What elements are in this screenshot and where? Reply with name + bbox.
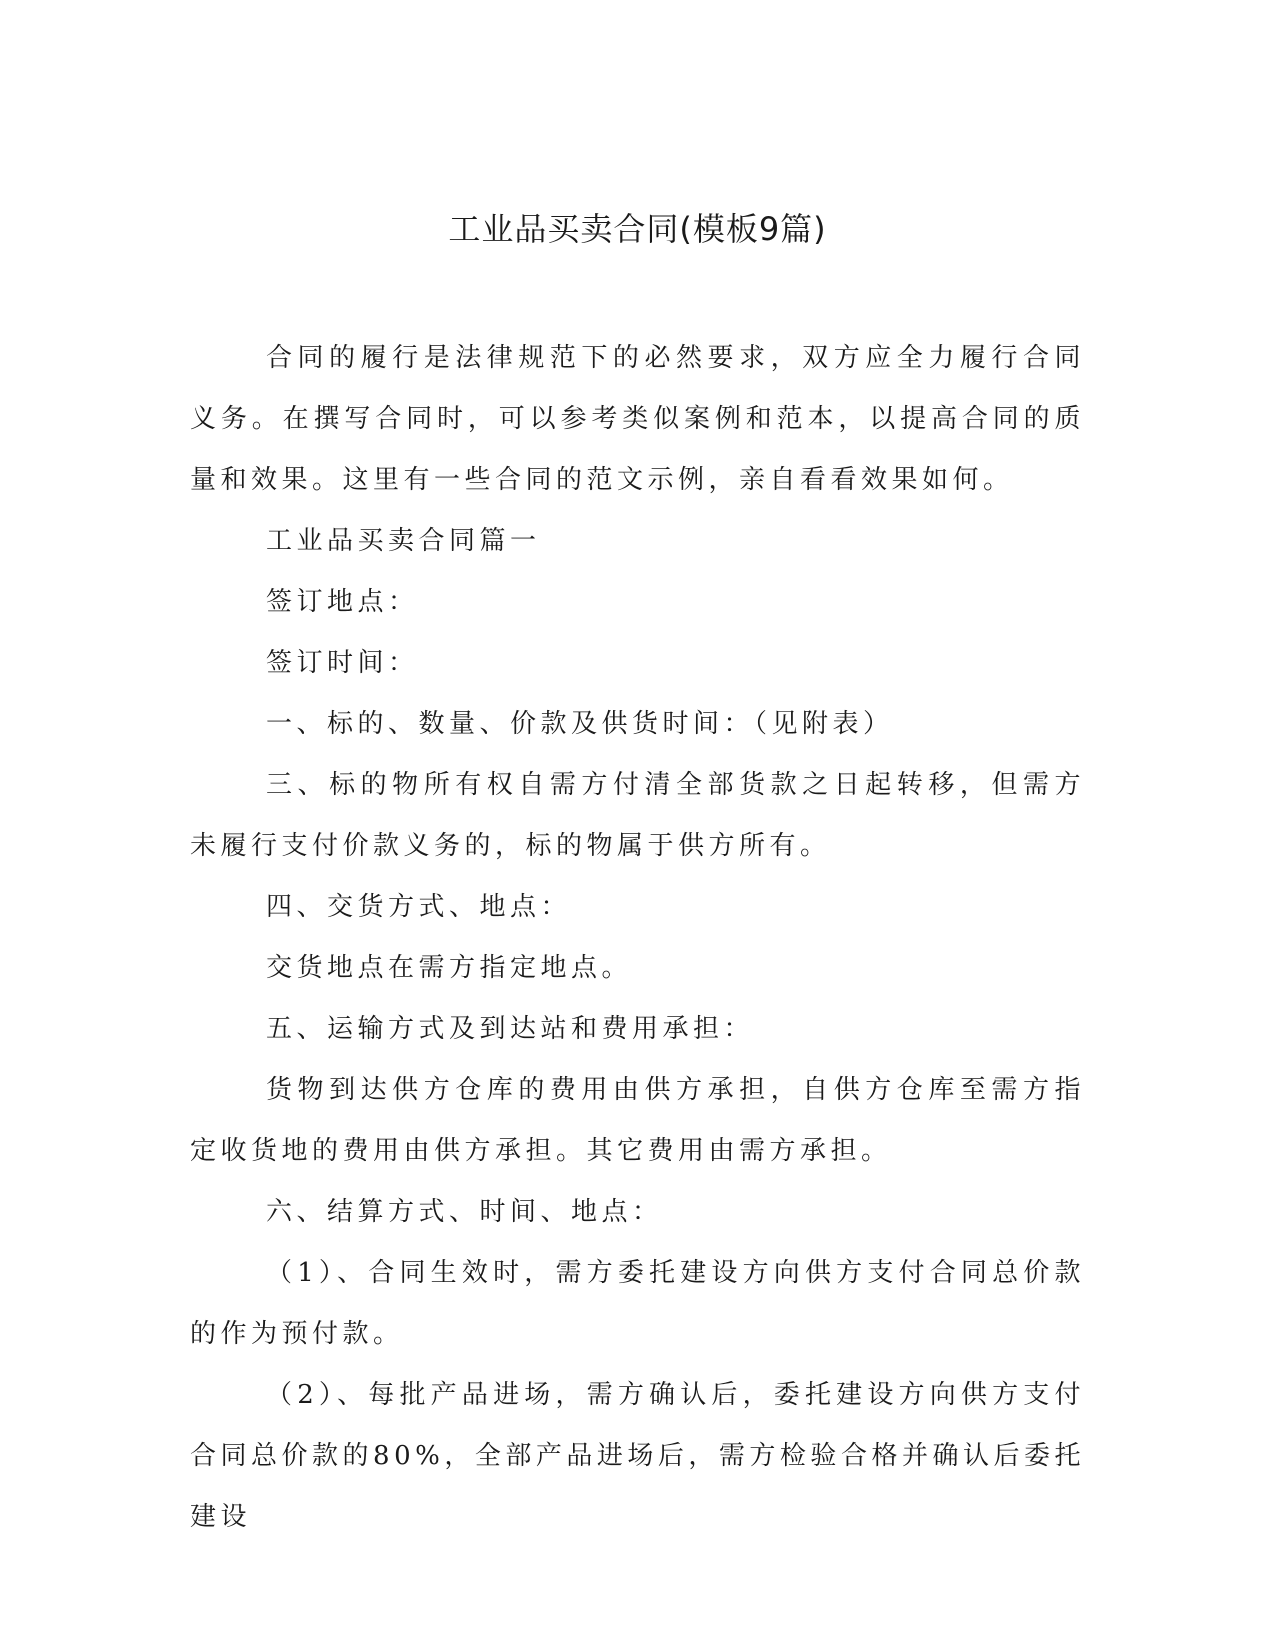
paragraph-signing-time: 签订时间：: [266, 648, 419, 678]
paragraph-clause-1: 一、标的、数量、价款及供货时间：（见附表）: [266, 709, 894, 739]
paragraph-clause-5-detail: 货物到达供方仓库的费用由供方承担，自供方仓库至需方指定收货地的费用由供方承担。其它费用由需方承担。: [190, 1075, 1085, 1166]
paragraph-clause-3: 三、标的物所有权自需方付清全部货款之日起转移，但需方未履行支付价款义务的，标的物属于供方所有。: [190, 770, 1085, 861]
paragraph-clause-6-item-2: （2）、每批产品进场，需方确认后，委托建设方向供方支付合同总价款的80%，全部产品进场后，需方检验合格并确认后委托建设: [190, 1380, 1085, 1532]
paragraph-clause-6: 六、结算方式、时间、地点：: [266, 1197, 663, 1227]
document-body: [190, 328, 1085, 1548]
paragraph-section-heading: 工业品买卖合同篇一: [266, 526, 541, 556]
paragraph-clause-4-detail: 交货地点在需方指定地点。: [266, 953, 633, 983]
paragraph-clause-5: 五、运输方式及到达站和费用承担：: [266, 1014, 755, 1044]
paragraph-clause-4: 四、交货方式、地点：: [266, 892, 572, 922]
document-title: 工业品买卖合同(模板9篇): [448, 210, 827, 248]
paragraph-intro: 合同的履行是法律规范下的必然要求，双方应全力履行合同义务。在撰写合同时，可以参考类似案例和范本，以提高合同的质量和效果。这里有一些合同的范文示例，亲自看看效果如何。: [190, 343, 1085, 495]
paragraph-signing-place: 签订地点：: [266, 587, 419, 617]
paragraph-clause-6-item-1: （1）、合同生效时，需方委托建设方向供方支付合同总价款的作为预付款。: [190, 1258, 1085, 1349]
